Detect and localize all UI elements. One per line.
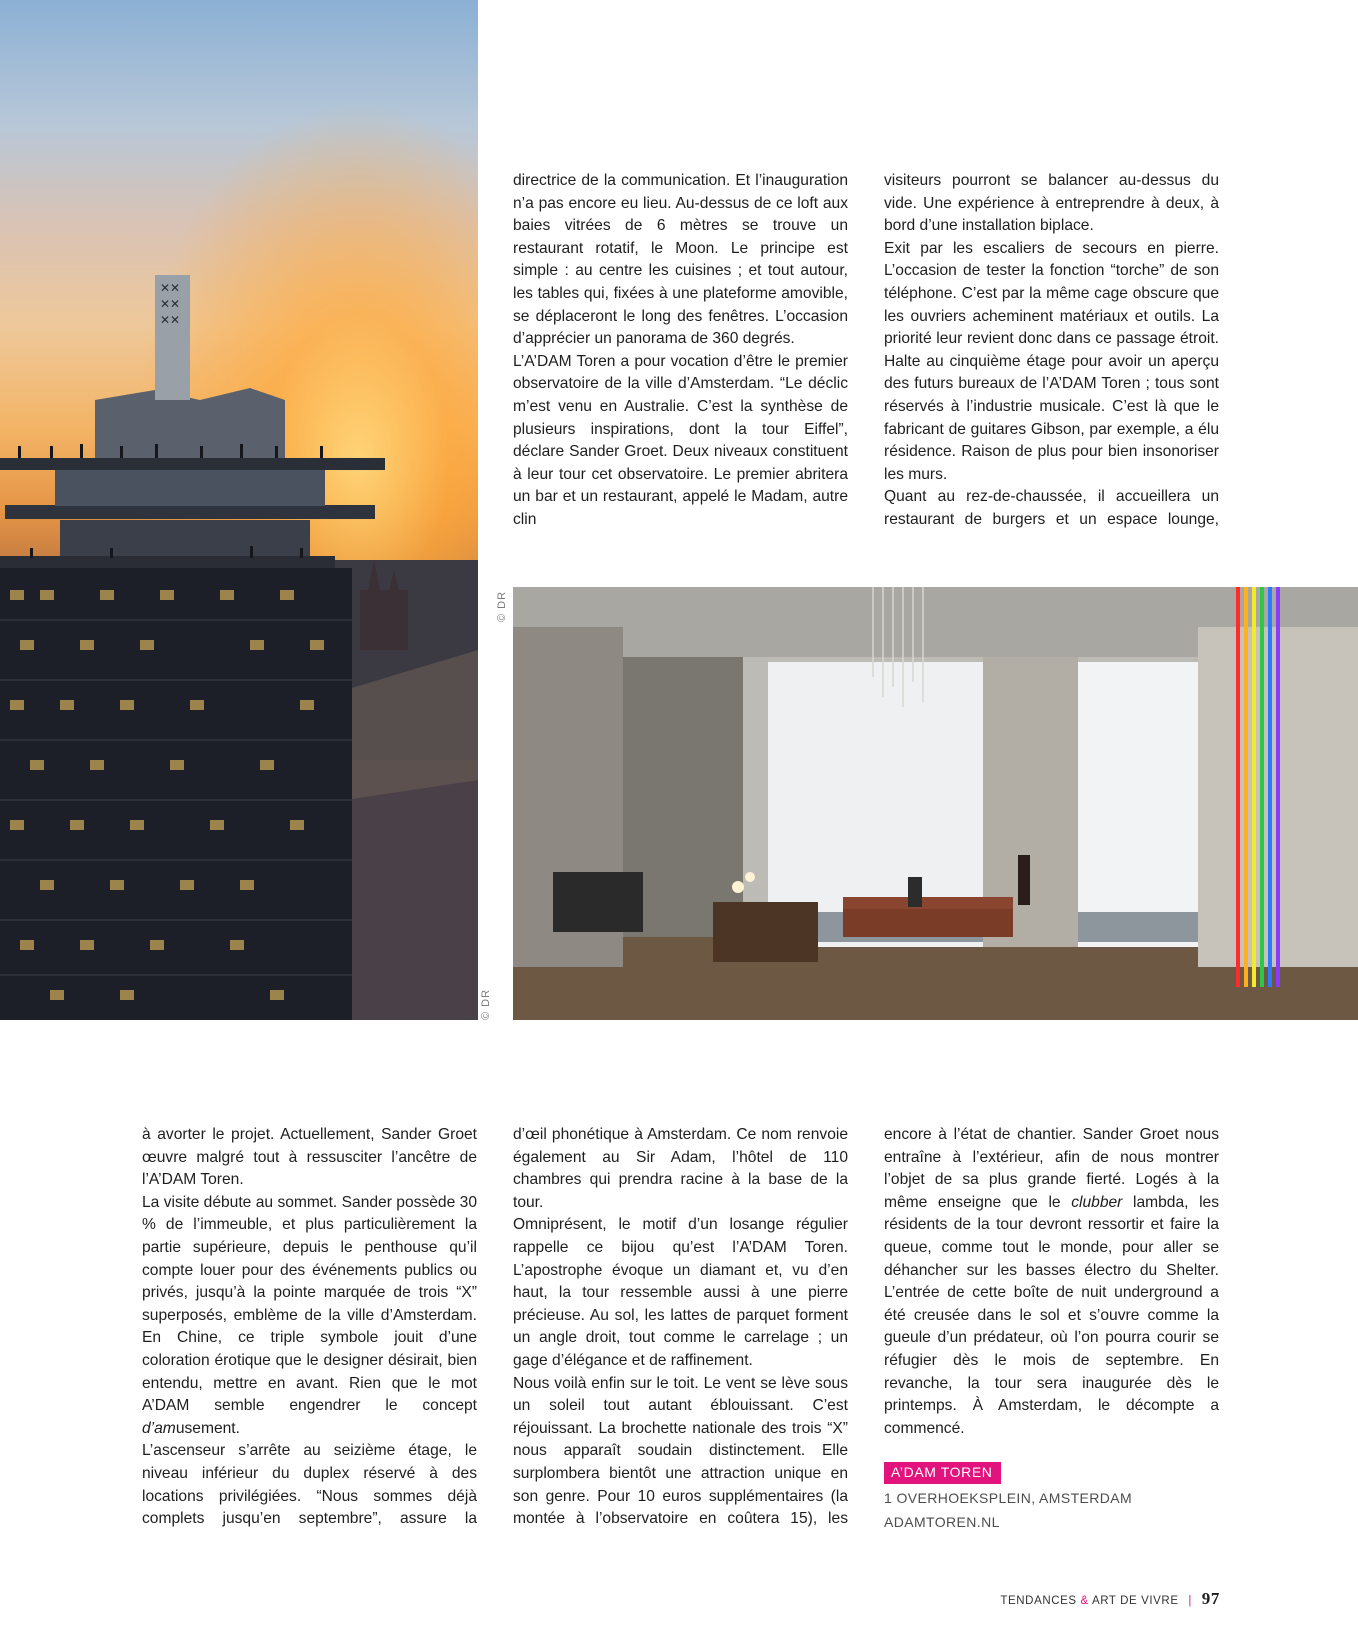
tower-illustration — [0, 0, 478, 1020]
paragraph: Omniprésent, le motif d’un losange régulier rappelle ce bijou qu’est l’A’DAM Toren. L’apostrophe évoque un diamant et, vu d’en haut, la tour ressemble aussi à une pierre précieuse. Au sol, les lattes de parquet forment un angle droit, tout comme le carrelage ; un gage d’élégance et de raffinement. — [513, 1216, 848, 1369]
wooden-table — [713, 902, 818, 962]
page-folio — [1000, 1589, 1220, 1609]
paragraph-text: La visite débute au sommet. Sander possède 30 % de l’immeuble, et plus particulièrement la partie supérieure, depuis le penthouse qu’il compte louer pour des événements publics ou privés, jusqu’à la pointe marquée de trois “X” superposés, emblème de la ville d’Amsterdam. En Chine, ce triple symbole jouit d’une coloration érotique que le designer désirait, bien entendu, mettre en avant. Rien que le mot A’DAM semble engendrer le concept — [142, 1193, 477, 1415]
venue-info-box — [884, 1462, 1132, 1533]
paragraph: L’A’DAM Toren a pour vocation d’être le premier observatoire de la ville d’Amsterdam. “Le déclic m’est venu en Australie. C’est la synthèse de plusieurs inspirations, dont la tour Eiffel”, déclare Sander Groet. Deux niveaux constituent à leur tour cet observatoire. Le premier abritera un bar et un restaurant, appelé le Madam, autre clin — [513, 352, 848, 528]
standing-person — [1018, 855, 1030, 905]
paragraph: d’œil phonétique à Amsterdam. Ce nom renvoie également au Sir Adam, l’hôtel de 110 chambres qui prendra racine à la base de la tour. — [513, 1126, 848, 1211]
river-water — [340, 760, 478, 1020]
paragraph: Exit par les escaliers de secours en pierre. L’occasion de tester la fonction “torche” de son téléphone. C’est par la même cage obscure que les ouvriers acheminent matériaux et outils. La priorité leur revient donc dans ce passage étroit. Halte au cinquième étage pour avoir un aperçu des futurs bureaux de l’A’DAM Toren ; tous sont réservés à l’industrie musicale. C’est là que le fabricant de guitares Gibson, par exemple, a élu résidence. Raison de plus pour bien insonoriser les murs. — [884, 239, 1219, 483]
paragraph — [884, 1124, 1219, 1440]
tower-sunset-photo — [0, 0, 478, 1020]
tower-body — [0, 568, 352, 1020]
xxx-emblem — [160, 281, 180, 327]
paragraph: L’ascenseur s’arrête au seizième étage, le niveau inférieur du duplex réservé à des locations privilégiées. “Nous sommes déjà complets jusqu’en septembre”, assure la — [142, 1442, 477, 1528]
svg-text:✕✕: ✕✕ — [160, 297, 181, 311]
page-number: 97 — [1201, 1589, 1220, 1608]
roof-terrace — [0, 556, 335, 568]
orange-sofa — [843, 907, 1013, 937]
observatory-deck — [5, 505, 375, 519]
svg-text:✕✕: ✕✕ — [160, 281, 181, 295]
paragraph: Nous voilà enfin sur le toit. Le vent se lève sous un soleil tout autant éblouissant. C’est réjouissant. La brochette nationale des trois “X” nous apparaît soudain distinctement. Elle surplombera bientôt une attraction unique en son genre. Pour 10 euros supplémentaires (la montée à l’observatoire en coûtera 15), les — [513, 1374, 848, 1528]
black-armchair — [553, 872, 643, 932]
seated-person — [908, 877, 922, 907]
section-name: ART DE VIVRE — [1091, 1595, 1179, 1607]
venue-name-tag: A’DAM TOREN — [884, 1462, 1001, 1484]
svg-text:✕✕: ✕✕ — [160, 313, 181, 327]
observatory-middle — [55, 470, 325, 506]
italic-wordplay: d’am — [142, 1419, 176, 1437]
church-body — [360, 590, 408, 650]
italic-term: clubber — [1071, 1193, 1123, 1211]
observatory-lower — [60, 520, 310, 556]
top-middle-column — [513, 170, 848, 532]
paragraph: à avorter le projet. Actuellement, Sander Groet œuvre malgré tout à ressusciter l’ancêtre de l’A’DAM Toren. — [142, 1126, 477, 1189]
loft-interior-photo — [513, 587, 1358, 1020]
sofa-back — [843, 897, 1013, 909]
photo-credit-left: © DR — [480, 988, 492, 1020]
skyline-view-right — [1078, 912, 1198, 942]
photo-credit-right: © DR — [496, 590, 508, 622]
paragraph: directrice de la communication. Et l’inauguration n’a pas encore eu lieu. Au-dessus de ce loft aux baies vitrées de 6 mètres se trouve un restaurant rotatif, le Moon. Le principe est simple : au centre les cuisines ; et tout autour, les tables qui, fixées à une plateforme amovible, se déplaceront le long des fenêtres. L’occasion d’apprécier un panorama de 360 degrés. — [513, 172, 848, 348]
paragraph — [142, 1192, 477, 1441]
bottom-right-column — [884, 1124, 1219, 1440]
paragraph-text: encore à l’état de chantier. Sander Groet nous entraîne à l’extérieur, afin de nous montrer l’objet de sa plus grande fierté. Logés à la même enseigne que le — [884, 1126, 1219, 1211]
floor-lamp-globe — [745, 872, 755, 882]
venue-address: 1 OVERHOEKSPLEIN, AMSTERDAM — [884, 1490, 1133, 1506]
lookout-deck — [0, 458, 385, 470]
bottom-middle-column — [513, 1124, 848, 1531]
folio-separator: | — [1188, 1595, 1192, 1607]
paragraph-text: lambda, les résidents de la tour devront ressortir et faire la queue, comme tout le monde, pour aller se déhancher sur les basses électro du Shelter. L’entrée de cette boîte de nuit underground a été creusée dans le sol et s’ouvre comme la gueule d’un prédateur, où l’on pourra courir se réfugier dès le mois de septembre. En revanche, la tour sera inaugurée dès le printemps. À Amsterdam, le décompte a commencé. — [884, 1193, 1220, 1437]
bottom-left-column — [142, 1124, 477, 1531]
window-right — [1078, 662, 1198, 947]
section-name: TENDANCES — [1000, 1595, 1077, 1607]
loft-illustration — [513, 587, 1358, 1020]
venue-website[interactable]: ADAMTOREN.NL — [884, 1514, 1000, 1530]
section-ampersand: & — [1080, 1595, 1089, 1607]
paragraph: visiteurs pourront se balancer au-dessus du vide. Une expérience à entreprendre à deux, à bord d’une installation biplace. — [884, 172, 1219, 235]
top-right-column — [884, 170, 1219, 532]
paragraph-text: usement. — [175, 1419, 240, 1437]
floor-lamp-globe — [732, 881, 744, 893]
paragraph: Quant au rez-de-chaussée, il accueillera un restaurant de burgers et un espace lounge, — [884, 488, 1219, 528]
